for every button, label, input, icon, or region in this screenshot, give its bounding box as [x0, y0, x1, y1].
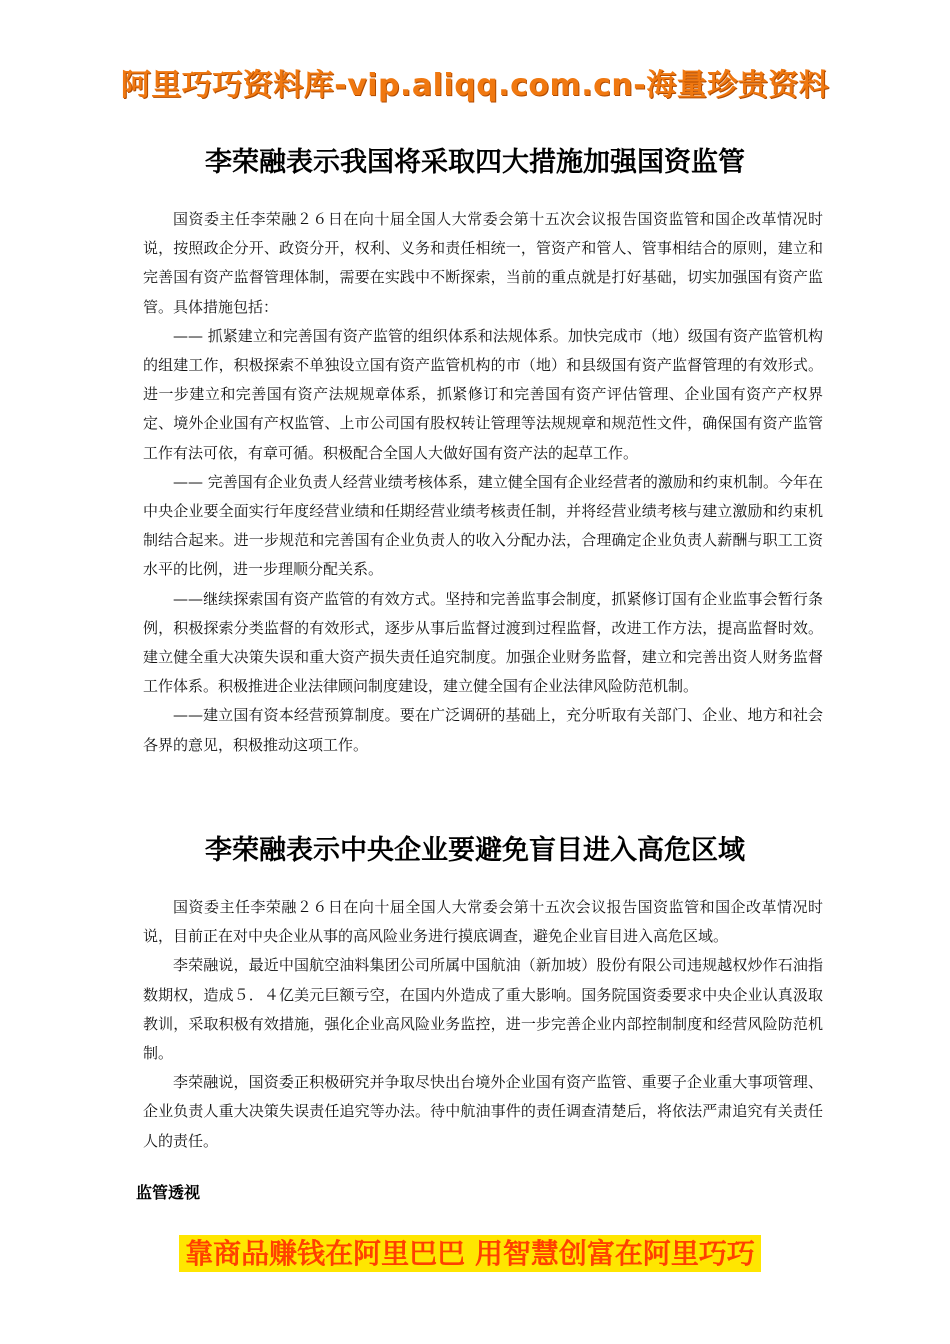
article-1-paragraph: —— 完善国有企业负责人经营业绩考核体系，建立健全国有企业经营者的激励和约束机制。今年在中央企业要全面实行年度经营业绩和任期经营业绩考核责任制，并将经营业绩考核与建立激励和约束机制结合起来。进一步规范和完善国有企业负责人的收入分配办法，合理确定企业负责人薪酬与职工工资水平的比例，进一步理顺分配关系。 — [143, 472, 823, 579]
article-2-paragraph: 李荣融说，国资委正积极研究并争取尽快出台境外企业国有资产监管、重要子企业重大事项管理、企业负责人重大决策失误责任追究等办法。待中航油事件的责任调查清楚后，将依法严肃追究有关责任人的责任。 — [143, 1073, 823, 1150]
article-1-body — [143, 205, 823, 760]
article-1-paragraph: 国资委主任李荣融２６日在向十届全国人大常委会第十五次会议报告国资监管和国企改革情况时说，按照政企分开、政资分开，权利、义务和责任相统一，管资产和管人、管事相结合的原则，建立和完善国有资产监督管理体制，需要在实践中不断探索，当前的重点就是打好基础，切实加强国有资产监管。具体措施包括： — [143, 210, 823, 316]
article-1-title: 李荣融表示我国将采取四大措施加强国资监管 — [205, 147, 745, 178]
article-1-paragraph: ——继续探索国有资产监管的有效方式。坚持和完善监事会制度，抓紧修订国有企业监事会暂行条例，积极探索分类监督的有效形式，逐步从事后监督过渡到过程监督，改进工作方法，提高监督时效。建立健全重大决策失误和重大资产损失责任追究制度。加强企业财务监督，建立和完善出资人财务监督工作体系。积极推进企业法律顾问制度建设，建立健全国有企业法律风险防范机制。 — [143, 589, 823, 696]
article-2-body — [143, 893, 823, 1156]
article-2-title: 李荣融表示中央企业要避免盲目进入高危区域 — [205, 835, 745, 866]
footer-banner — [0, 1232, 940, 1272]
footer-banner-text: 靠商品赚钱在阿里巴巴 用智慧创富在阿里巧巧 — [179, 1235, 761, 1272]
section-label: 监管透视 — [136, 1183, 201, 1202]
article-2-paragraph: 李荣融说，最近中国航空油料集团公司所属中国航油（新加坡）股份有限公司违规越权炒作石油指数期权，造成５．４亿美元巨额亏空，在国内外造成了重大影响。国务院国资委要求中央企业认真汲取教训，采取积极有效措施，强化企业高风险业务监控，进一步完善企业内部控制制度和经营风险防范机制。 — [143, 956, 823, 1063]
article-1-paragraph: ——建立国有资本经营预算制度。要在广泛调研的基础上，充分听取有关部门、企业、地方和社会各界的意见，积极推动这项工作。 — [143, 706, 823, 754]
article-2-paragraph: 国资委主任李荣融２６日在向十届全国人大常委会第十五次会议报告国资监管和国企改革情况时说，目前正在对中央企业从事的高风险业务进行摸底调查，避免企业盲目进入高危区域。 — [143, 898, 823, 946]
article-1-paragraph: —— 抓紧建立和完善国有资产监管的组织体系和法规体系。加快完成市（地）级国有资产监管机构的组建工作，积极探索不单独设立国有资产监管机构的市（地）和县级国有资产监督管理的有效形式。进一步建立和完善国有资产法规规章体系，抓紧修订和完善国有资产评估管理、企业国有资产产权界定、境外企业国有产权监管、上市公司国有股权转让管理等法规规章和规范性文件，确保国有资产监管工作有法可依，有章可循。积极配合全国人大做好国有资产法的起草工作。 — [143, 326, 823, 462]
header-banner: 阿里巧巧资料库-vip.aliqq.com.cn-海量珍贵资料 — [120, 68, 830, 103]
